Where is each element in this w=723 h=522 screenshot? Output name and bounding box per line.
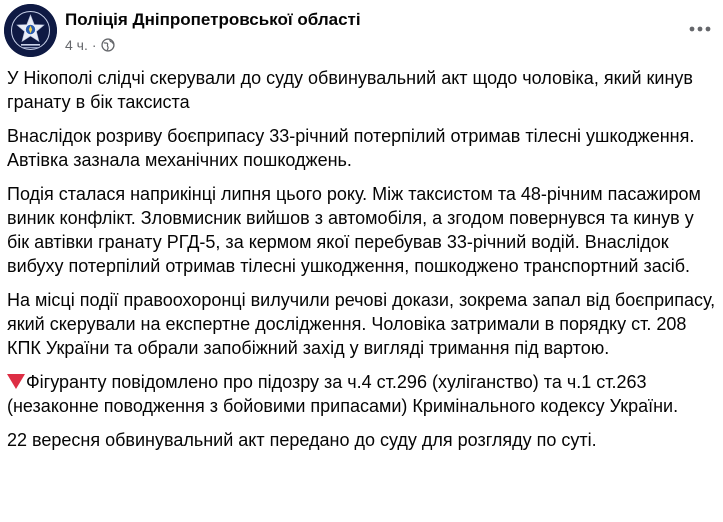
post-paragraph-flagged xyxy=(7,370,717,418)
post-paragraph-text: Фігуранту повідомлено про підозру за ч.4 ст.296 (хуліганство) та ч.1 ст.263 (незаконне поводження з бойовими припасами) Кримінального кодексу України. xyxy=(7,372,679,416)
more-options-icon xyxy=(689,26,711,32)
post-paragraph: 22 вересня обвинувальний акт передано до суду для розгляду по суті. xyxy=(7,430,597,450)
post-text xyxy=(7,66,717,462)
post-timestamp[interactable]: 4 ч. xyxy=(65,37,88,53)
globe-icon[interactable] xyxy=(101,38,115,52)
post-paragraph: На місці події правоохоронці вилучили речові докази, зокрема запал від боєприпасу, який скерували на експертне дослідження. Чоловіка затримали в порядку ст. 208 КПК України та обрали запобіжний захід у вигляді тримання під вартою. xyxy=(7,290,716,358)
meta-separator: · xyxy=(91,37,97,53)
red-triangle-icon xyxy=(7,374,25,389)
more-options-button[interactable] xyxy=(685,18,715,40)
post-header xyxy=(4,4,719,60)
post-meta xyxy=(65,37,115,53)
post-paragraph: Подія сталася наприкінці липня цього року. Між таксистом та 48-річним пасажиром виник конфлікт. Зловмисник вийшов з автомобіля, а згодом повернувся та кинув у бік автівки гранату РГД-5, за кермом якої перебував 33-річний водій. Внаслідок вибуху потерпілий отримав тілесні ушкодження, пошкоджено транспортний засіб. xyxy=(7,184,701,276)
post-paragraph: У Нікополі слідчі скерували до суду обвинувальний акт щодо чоловіка, який кинув гранату в бік таксиста xyxy=(7,68,693,112)
post-paragraph: Внаслідок розриву боєприпасу 33-річний потерпілий отримав тілесні ушкодження. Автівка зазнала механічних пошкоджень. xyxy=(7,126,695,170)
page-name-link[interactable]: Поліція Дніпропетровської області xyxy=(65,10,361,29)
page-avatar[interactable] xyxy=(4,4,57,57)
police-badge-icon xyxy=(4,4,57,57)
